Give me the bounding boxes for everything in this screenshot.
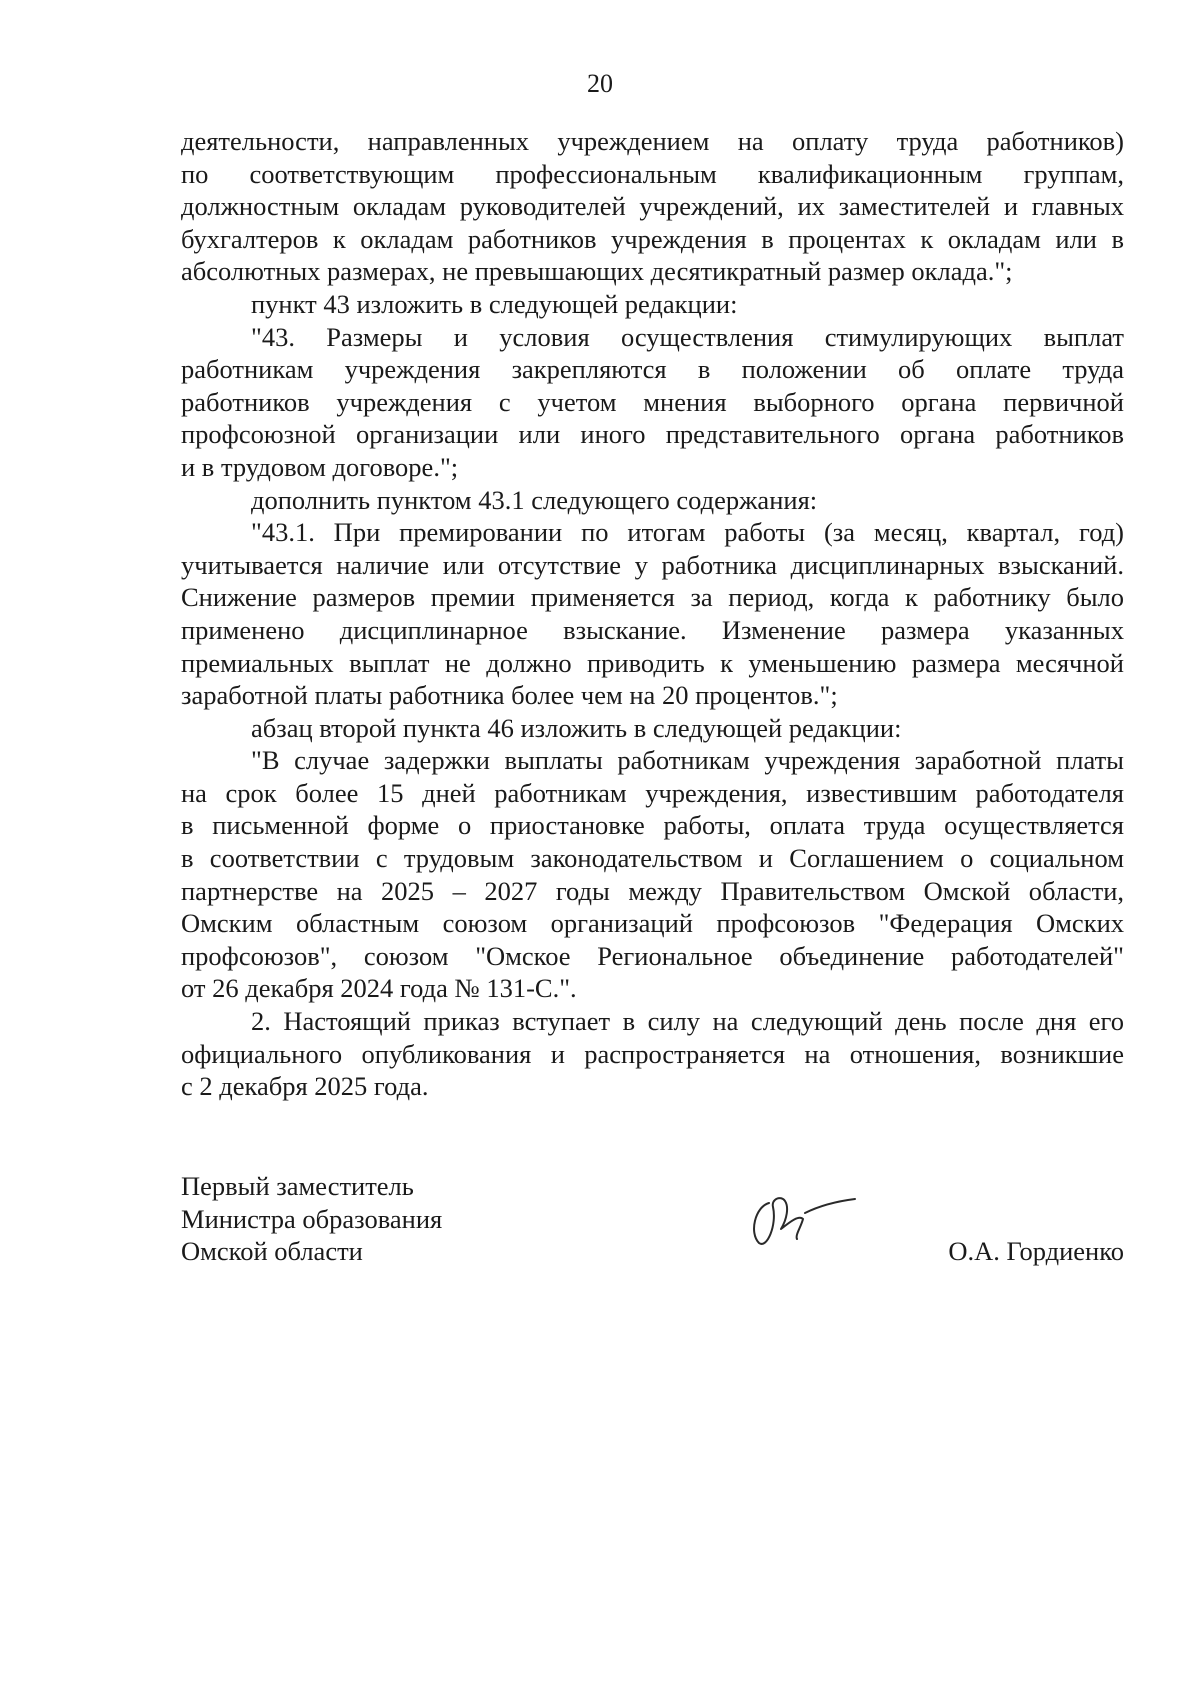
signatory-title-line: Омской области [181, 1236, 363, 1267]
text-line: работников учреждения с учетом мнения выборного органа первичной [181, 386, 1124, 417]
text-line: в письменной форме о приостановке работы, оплата труда осуществляется [181, 810, 1124, 841]
text-line: по соответствующим профессиональным квалификационным группам, [181, 158, 1124, 189]
text-line: дополнить пунктом 43.1 следующего содержания: [251, 484, 818, 515]
text-line: в соответствии с трудовым законодательством и Соглашением о социальном [181, 843, 1124, 874]
text-line: на срок более 15 дней работникам учреждения, известившим работодателя [181, 777, 1124, 808]
text-line: "В случае задержки выплаты работникам учреждения заработной платы [251, 745, 1124, 776]
text-line: Снижение размеров премии применяется за период, когда к работнику было [181, 582, 1124, 613]
signatory-title-line: Министра образования [181, 1203, 443, 1234]
text-line: применено дисциплинарное взыскание. Изменение размера указанных [181, 614, 1124, 645]
text-line: заработной платы работника более чем на 20 процентов."; [181, 680, 838, 711]
text-line: профсоюзов", союзом "Омское Региональное объединение работодателей" [181, 940, 1124, 971]
text-line: официального опубликования и распространяется на отношения, возникшие [181, 1038, 1124, 1069]
text-line: работникам учреждения закрепляются в положении об оплате труда [181, 354, 1124, 385]
text-line: профсоюзной организации или иного представительного органа работников [181, 419, 1124, 450]
text-line: от 26 декабря 2024 года № 131-С.". [181, 973, 577, 1004]
text-line: 2. Настоящий приказ вступает в силу на следующий день после дня его [251, 1006, 1124, 1037]
signatory-title [181, 1170, 442, 1268]
text-line: учитывается наличие или отсутствие у работника дисциплинарных взысканий. [181, 549, 1124, 580]
text-line: "43. Размеры и условия осуществления стимулирующих выплат [251, 321, 1124, 352]
text-line: с 2 декабря 2025 года. [181, 1071, 429, 1102]
text-line: абсолютных размерах, не превышающих десятикратный размер оклада."; [181, 256, 1013, 287]
text-line: пункт 43 изложить в следующей редакции: [251, 288, 738, 319]
text-line: партнерстве на 2025 – 2027 годы между Правительством Омской области, [181, 875, 1124, 906]
text-line: и в трудовом договоре."; [181, 451, 459, 482]
signature-block [181, 1170, 1124, 1290]
text-line: бухгалтеров к окладам работников учреждения в процентах к окладам или в [181, 223, 1124, 254]
text-line: деятельности, направленных учреждением на оплату труда работников) [181, 126, 1124, 156]
text-line: премиальных выплат не должно приводить к уменьшению размера месячной [181, 647, 1124, 678]
document-body [181, 125, 1124, 1103]
text-line: должностным окладам руководителей учреждений, их заместителей и главных [181, 191, 1124, 222]
text-line: абзац второй пункта 46 изложить в следующей редакции: [251, 712, 902, 743]
text-line: Омским областным союзом организаций профсоюзов "Федерация Омских [181, 908, 1124, 939]
handwritten-signature [741, 1185, 861, 1255]
page-number: 20 [587, 69, 613, 98]
signatory-title-line: Первый заместитель [181, 1171, 414, 1201]
signatory-name: О.А. Гордиенко [948, 1236, 1124, 1266]
text-line: "43.1. При премировании по итогам работы (за месяц, квартал, год) [251, 517, 1124, 548]
